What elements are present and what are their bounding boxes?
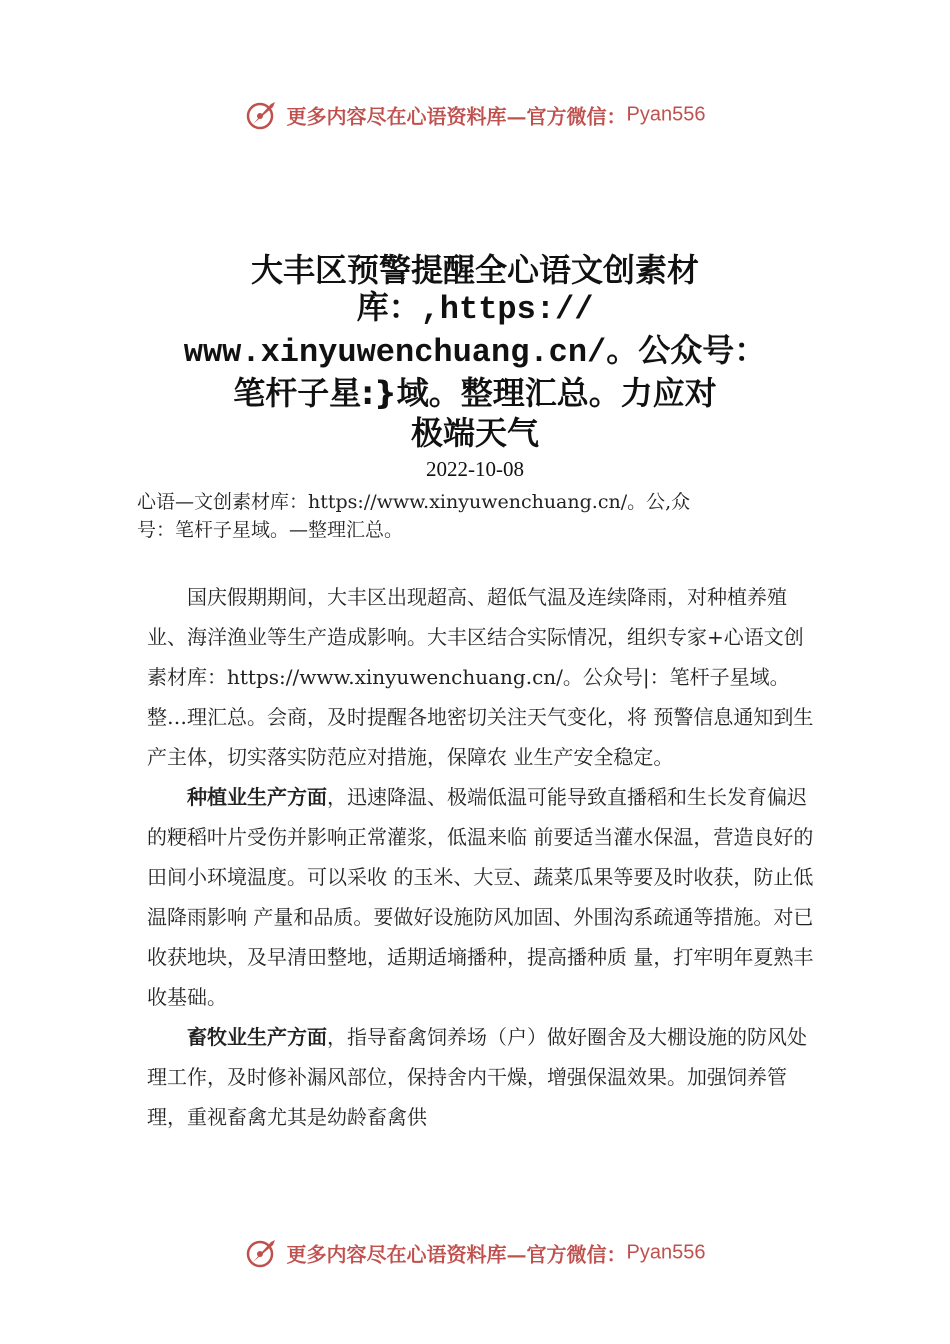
quill-logo-icon	[245, 98, 279, 132]
banner-wechat-id: Pyan556	[626, 103, 706, 126]
publish-date: 2022-10-08	[426, 457, 524, 481]
paragraph-intro: 国庆假期期间，大丰区出现超高、超低气温及连续降雨，对种植养殖业、海洋渔业等生产造成影响。大丰区结合实际情况，组织专家+心语文创素材库：https://www.xinyuwenchuang.cn/。公众号|：笔杆子星域。整…理汇总。会商，及时提醒各地密切关注天气变化，将 预警信息通知到生产主体，切实落实防范应对措施，保障农 业生产安全稳定。	[147, 585, 814, 769]
planting-heading: 种植业生产方面	[187, 785, 327, 809]
footer-banner	[0, 1236, 950, 1270]
planting-text: ，迅速降温、极端低温可能导致直播稻和生长发育偏迟的粳稻叶片受伤并影响正常灌浆，低温来临 前要适当灌水保温，营造良好的田间小环境温度。可以采收 的玉米、大豆、蔬菜瓜果等要及时收获，防止低温降雨影响 产量和品质。要做好设施防风加固、外围沟系疏通等措施。对已收获地块，及早清田整地，适期适墒播种，提高播种质 量，打牢明年夏熟丰收基础。	[147, 785, 814, 1009]
source-line-1: 心语—文创素材库：https://www.xinyuwenchuang.cn/。公,众	[137, 491, 691, 513]
title-line-1: 大丰区预警提醒全心语文创素材	[250, 251, 699, 289]
article-body	[147, 577, 819, 1137]
header-banner	[0, 98, 950, 132]
title-line-4: 笔杆子星:}域。整理汇总。力应对	[233, 374, 717, 412]
paragraph-livestock	[147, 1017, 819, 1137]
source-note	[137, 488, 827, 544]
source-line-2: 号：笔杆子星域。—整理汇总。	[137, 519, 404, 541]
title-line-3	[140, 330, 810, 373]
banner-slogan: 更多内容尽在心语资料库—官方微信：	[286, 104, 627, 129]
title-url: www.xinyuwenchuang.cn/	[183, 334, 607, 371]
banner-wechat-id: Pyan556	[626, 1241, 706, 1264]
livestock-text: ，指导畜禽饲养场（户）做好圈舍及大棚设施的防风处理工作，及时修补漏风部位，保持舍内干燥，增强保温效果。加强饲养管理，重视畜禽尤其是幼龄畜禽供	[147, 1025, 807, 1129]
title-line-3-suffix: 。公众号：	[606, 331, 767, 369]
document-title	[140, 250, 810, 453]
title-line-2: 库：,https://	[356, 291, 594, 328]
livestock-heading: 畜牧业生产方面	[187, 1025, 327, 1049]
quill-logo-icon	[245, 1236, 279, 1270]
paragraph-planting	[147, 777, 819, 1017]
title-line-5: 极端天气	[410, 414, 539, 452]
banner-slogan: 更多内容尽在心语资料库—官方微信：	[286, 1242, 627, 1267]
